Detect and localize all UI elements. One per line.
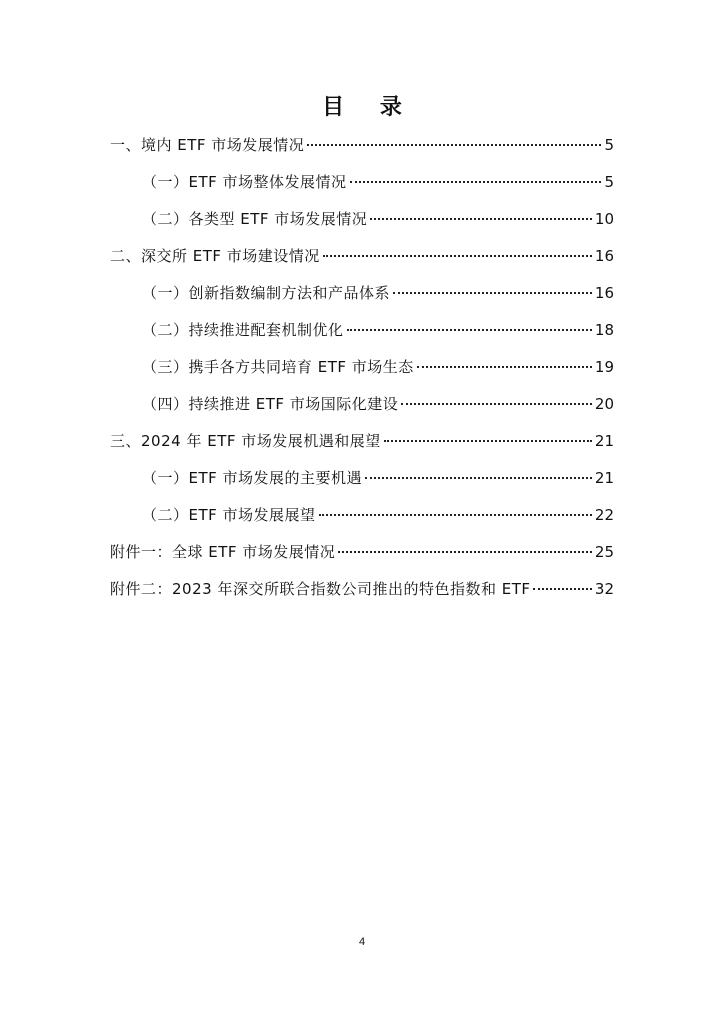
toc-entry[interactable]: [110, 503, 614, 540]
toc-page-number: 22: [594, 506, 614, 524]
toc-page-number: 16: [594, 284, 614, 302]
toc-entry-text: （四）持续推进 ETF 市场国际化建设: [142, 395, 399, 413]
toc-page-number: 19: [594, 358, 614, 376]
toc-entry[interactable]: [110, 281, 614, 318]
page-number-footer: 4: [358, 936, 366, 948]
toc-leader-dots: [323, 255, 592, 257]
toc-entry-text: （二）各类型 ETF 市场发展情况: [142, 210, 368, 228]
toc-entry[interactable]: [110, 429, 614, 466]
toc-leader-dots: [370, 218, 592, 220]
toc-leader-dots: [417, 366, 592, 368]
toc-entry-text: （一）创新指数编制方法和产品体系: [142, 284, 391, 302]
toc-page-number: 21: [594, 432, 614, 450]
toc-page-number: 18: [594, 321, 614, 339]
toc-entry[interactable]: [110, 244, 614, 281]
toc-leader-dots: [347, 329, 592, 331]
toc-entry[interactable]: [110, 207, 614, 244]
toc-leader-dots: [384, 440, 592, 442]
toc-entry-text: 一、境内 ETF 市场发展情况: [110, 136, 305, 154]
toc-page-number: 5: [604, 136, 614, 154]
toc-entry[interactable]: [110, 466, 614, 503]
toc-page-number: 16: [594, 247, 614, 265]
toc-entry[interactable]: [110, 318, 614, 355]
toc-entry-text: （三）携手各方共同培育 ETF 市场生态: [142, 358, 414, 376]
toc-leader-dots: [307, 144, 601, 146]
toc-entry-text: 附件一：全球 ETF 市场发展情况: [110, 543, 336, 561]
table-of-contents: [110, 133, 614, 614]
toc-leader-dots: [401, 403, 592, 405]
toc-entry-text: 三、2024 年 ETF 市场发展机遇和展望: [110, 432, 381, 450]
toc-entry-text: （二）持续推进配套机制优化: [142, 321, 344, 339]
toc-entry[interactable]: [110, 392, 614, 429]
toc-page-number: 25: [594, 543, 614, 561]
toc-entry[interactable]: [110, 133, 614, 170]
toc-entry[interactable]: [110, 170, 614, 207]
toc-title: 目 录: [322, 94, 416, 120]
toc-leader-dots: [350, 181, 602, 183]
toc-page-number: 21: [594, 469, 614, 487]
toc-entry[interactable]: [110, 577, 614, 614]
toc-entry-text: （一）ETF 市场整体发展情况: [142, 173, 347, 191]
toc-leader-dots: [365, 477, 592, 479]
toc-leader-dots: [319, 514, 592, 516]
toc-leader-dots: [393, 292, 592, 294]
toc-entry-text: 附件二：2023 年深交所联合指数公司推出的特色指数和 ETF: [110, 580, 531, 598]
toc-page-number: 5: [604, 173, 614, 191]
toc-page-number: 10: [594, 210, 614, 228]
toc-entry[interactable]: [110, 540, 614, 577]
toc-leader-dots: [338, 551, 592, 553]
toc-entry-text: （二）ETF 市场发展展望: [142, 506, 316, 524]
toc-entry-text: 二、深交所 ETF 市场建设情况: [110, 247, 320, 265]
toc-entry-text: （一）ETF 市场发展的主要机遇: [142, 469, 363, 487]
toc-page-number: 20: [594, 395, 614, 413]
toc-leader-dots: [533, 588, 591, 590]
toc-page-number: 32: [594, 580, 614, 598]
toc-entry[interactable]: [110, 355, 614, 392]
